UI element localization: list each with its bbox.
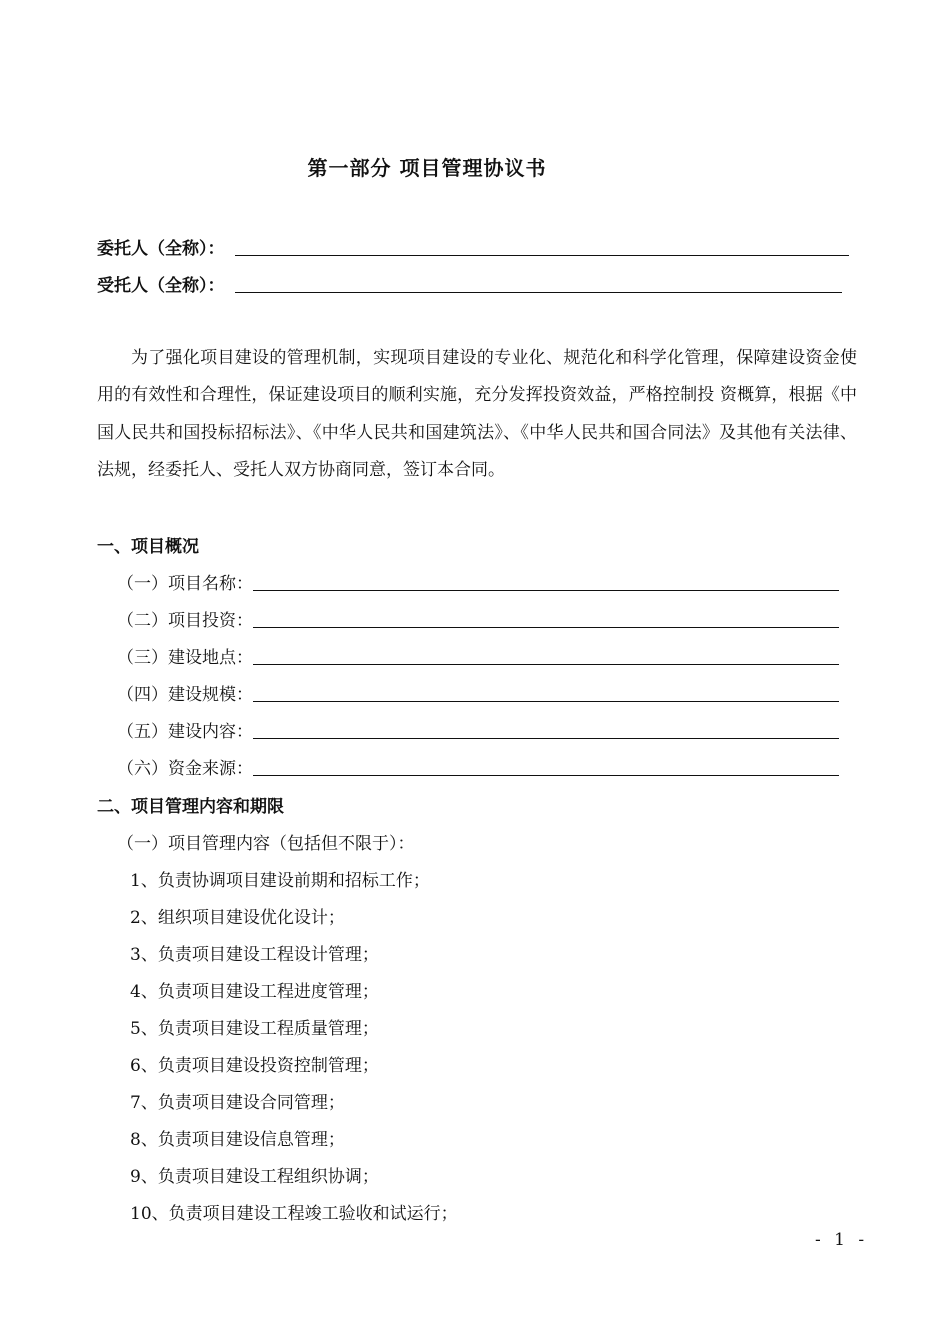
trustee-party-row [97,271,842,296]
list-item: 2、组织项目建设优化设计； [130,908,345,928]
document-title: 第一部分 项目管理协议书 [307,156,547,180]
field-label: （四）建设规模： [117,685,253,705]
list-item: 8、负责项目建设信息管理； [130,1130,345,1150]
list-item: 4、负责项目建设工程进度管理； [130,982,379,1002]
field-blank[interactable] [253,774,839,776]
field-blank[interactable] [253,663,839,665]
list-item: 3、负责项目建设工程设计管理； [130,945,379,965]
field-construction-site [117,643,839,668]
field-project-name [117,569,839,594]
intro-text: 为了强化项目建设的管理机制，实现项目建设的专业化、规范化和科学化管理，保障建设资金使用的有效性和合理性，保证建设项目的顺利实施，充分发挥投资效益，严格控制投 资概算，根据《中国人民共和国投标招标法》、《中华人民共和国建筑法》、《中华人民共和国合同法》及其他有关法律、法规，经委托人、受托人双方协商同意，签订本合同。 [97,348,857,480]
field-label: （三）建设地点： [117,648,253,668]
trustee-party-label: 受托人（全称）： [97,276,225,296]
client-party-row [97,234,849,259]
field-construction-scale [117,680,839,705]
list-item: 5、负责项目建设工程质量管理； [130,1019,379,1039]
field-label: （五）建设内容： [117,722,253,742]
section2-heading: 二、项目管理内容和期限 [97,797,284,817]
intro-paragraph [97,340,857,489]
field-label: （一）项目名称： [117,574,253,594]
field-blank[interactable] [253,589,839,591]
field-label: （六）资金来源： [117,759,253,779]
list-item: 1、负责协调项目建设前期和招标工作； [130,871,430,891]
list-item: 10、负责项目建设工程竣工验收和试运行； [130,1204,458,1224]
client-party-label: 委托人（全称）： [97,239,225,259]
field-label: （二）项目投资： [117,611,253,631]
field-blank[interactable] [253,737,839,739]
section1-heading: 一、项目概况 [97,537,199,557]
list-item: 6、负责项目建设投资控制管理； [130,1056,379,1076]
field-funding-source [117,754,839,779]
field-construction-content [117,717,839,742]
list-item: 7、负责项目建设合同管理； [130,1093,345,1113]
section2-subheading: （一）项目管理内容（包括但不限于）： [117,834,415,854]
client-party-blank[interactable] [235,254,849,256]
trustee-party-blank[interactable] [235,291,842,293]
list-item: 9、负责项目建设工程组织协调； [130,1167,379,1187]
page-number: - 1 - [815,1230,869,1250]
field-blank[interactable] [253,700,839,702]
field-project-investment [117,606,839,631]
field-blank[interactable] [253,626,839,628]
